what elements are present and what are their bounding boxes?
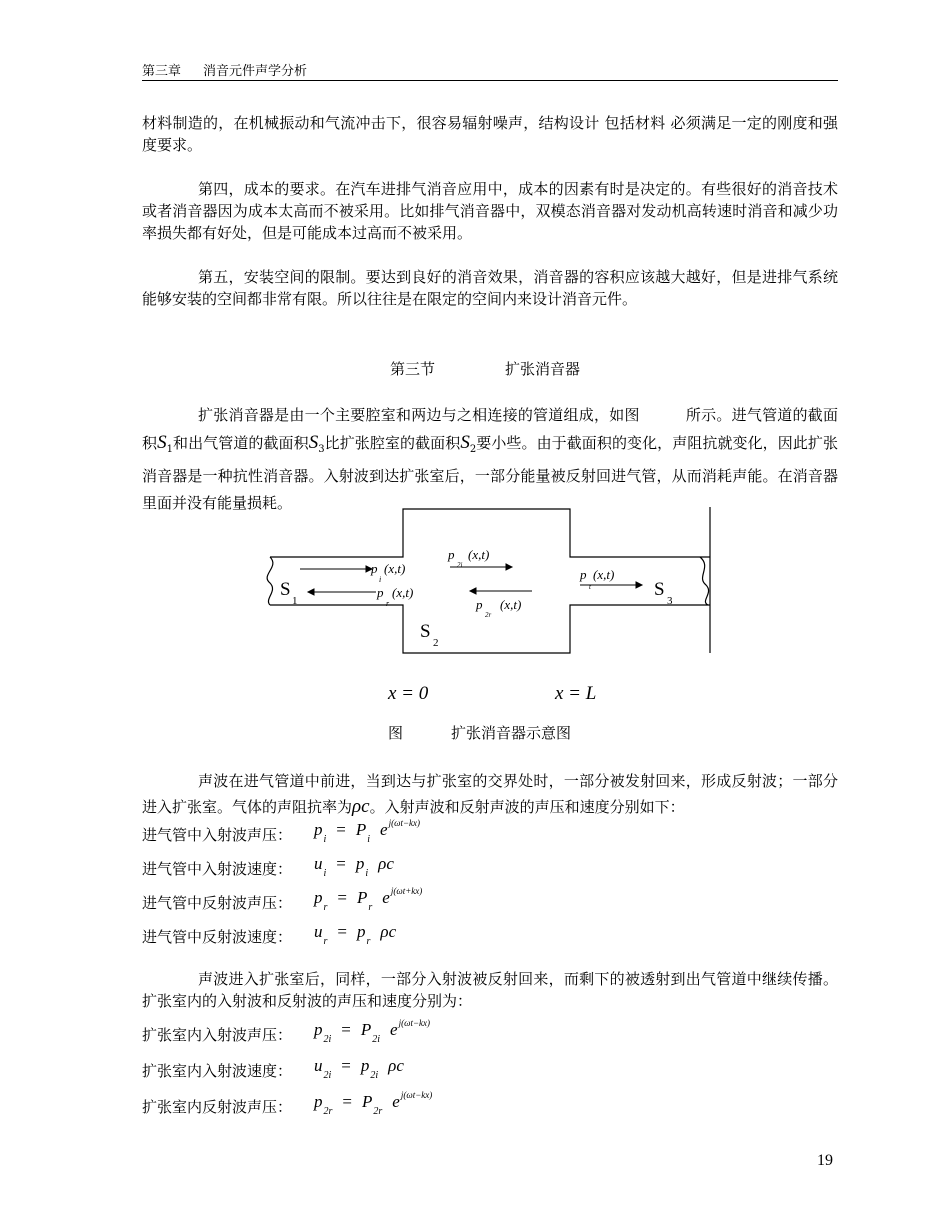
figure-caption-prefix: 图 [388, 724, 404, 742]
running-header [142, 60, 329, 79]
equation-exponent: j(ωt−kx) [400, 1090, 433, 1100]
equation-lhs: p [314, 1092, 323, 1111]
equation-rhs: P [355, 820, 367, 839]
equation-lhs-sub: i [323, 834, 327, 845]
symbol-s2-sub: 2 [469, 444, 477, 455]
figure-caption-text: 扩张消音器示意图 [451, 724, 572, 742]
equation-op: = [337, 888, 347, 907]
equation-lhs: u [314, 1056, 323, 1075]
label-s2: S [420, 621, 431, 642]
equation-row [142, 1018, 642, 1048]
header-chapter-title: 消音元件声学分析 [203, 64, 308, 79]
paragraph-space: 第五，安装空间的限制。要达到良好的消音效果，消音器的容积应该越大越好，但是进排气系统能够安装的空间都非常有限。所以往往是在限定的空间内来设计消音元件。 [142, 268, 838, 308]
equation-op: = [336, 854, 346, 873]
equation-label: 进气管中反射波速度： [142, 928, 293, 946]
muffler-outline [267, 507, 710, 653]
equation-rhs-sub: i [365, 868, 369, 879]
equation-rhs-sub: 2i [372, 1034, 381, 1045]
equation-label: 扩张室内入射波速度： [142, 1062, 293, 1080]
equation-rhs: P [360, 1020, 372, 1039]
equation-row [142, 1054, 642, 1084]
intro-text-3: 和出气管道的截面积 [172, 434, 309, 452]
arrow-transmitted-head [636, 582, 642, 588]
equation-lhs: u [314, 922, 323, 941]
equation [314, 818, 420, 845]
equation-tail: ρc [388, 1056, 404, 1075]
arrow-reflected-head [308, 589, 314, 595]
equation-lhs-sub: 2i [323, 1070, 332, 1081]
figure-caption [388, 722, 571, 743]
label-pr-sub: r [386, 599, 390, 608]
label-p2i-args: (x,t) [468, 547, 490, 562]
equation-tail: e [392, 1092, 400, 1111]
equation [314, 1018, 430, 1045]
equation-rhs-sub: 2i [370, 1070, 379, 1081]
equation-lhs: u [314, 854, 323, 873]
equation [314, 1054, 405, 1081]
symbol-s1-sub: 1 [166, 444, 173, 455]
label-pt: p [580, 567, 587, 582]
equation-label: 进气管中入射波声压： [142, 826, 293, 844]
intro-text-1: 扩张消音器是由一个主要腔室和两边与之相连接的管道组成，如图 [198, 406, 640, 424]
label-p2r-args: (x,t) [500, 597, 522, 612]
symbol-s2: S [460, 432, 470, 453]
equation-tail: ρc [378, 854, 394, 873]
paragraph-intro [142, 402, 838, 517]
equation-rhs-sub: i [367, 834, 371, 845]
equation-lhs-sub: r [323, 936, 328, 947]
equation-row [142, 818, 642, 848]
symbol-s3-sub: 3 [318, 444, 325, 455]
label-p2r: p [476, 597, 483, 612]
equation-tail: ρc [380, 922, 397, 941]
paragraph-cost: 第四，成本的要求。在汽车进排气消音应用中，成本的因素有时是决定的。有些很好的消音技术或者消音器因为成本太高而不被采用。比如排气消音器中，双模态消音器对发动机高转速时消音和减少功率损失都有好处，但是可能成本过高而不被采用。 [142, 180, 838, 242]
equation-exponent: j(ωt−kx) [398, 1018, 431, 1028]
equation-lhs: p [314, 820, 323, 839]
label-pi: p [371, 561, 378, 576]
label-s1: S [280, 579, 291, 600]
equation-row [142, 852, 642, 882]
section-heading [390, 358, 580, 379]
equation-rhs: p [357, 922, 366, 941]
equation-tail: e [382, 888, 390, 907]
equation-op: = [336, 820, 346, 839]
chamber-outline [270, 509, 710, 557]
equation-lhs-sub: 2i [323, 1034, 332, 1045]
equation [314, 852, 395, 879]
page-number: 19 [817, 1152, 833, 1169]
label-x-length: x = L [555, 683, 597, 704]
expansion-muffler-diagram [260, 505, 720, 655]
header-rule [142, 80, 838, 81]
equation-op: = [337, 922, 347, 941]
label-x-zero: x = 0 [388, 683, 429, 704]
paragraph-chamber-waves: 声波进入扩张室后，同样，一部分入射波被反射回来，而剩下的被透射到出气管道中继续传播。扩张室内的入射波和反射波的声压和速度分别为： [142, 970, 838, 1010]
arrow-chamber-incident-head [506, 564, 512, 570]
label-pt-sub: t [589, 583, 591, 591]
paragraph-inlet-waves [142, 768, 838, 820]
intro-text-2: 所示。进气管道的截面积 [142, 406, 838, 452]
label-p2r-sub: 2r [485, 611, 492, 619]
label-pr-args: (x,t) [392, 585, 414, 600]
equation-op: = [341, 1056, 351, 1075]
equation [314, 886, 422, 913]
label-p2i-sub: 2i [457, 561, 463, 569]
outlet-cut-edge [700, 557, 709, 605]
arrow-chamber-reflected-head [470, 588, 476, 594]
inlet-text-1: 声波在进气管道中前进，当到达与扩张室的交界处时，一部分被发射回来，形成反射波；一部分进入扩张室。气体的声阻抗率为 [142, 772, 838, 816]
label-pi-args: (x,t) [384, 561, 406, 576]
inlet-cut-edge [267, 557, 273, 605]
intro-text-4: 比扩张腔室的截面积 [324, 434, 461, 452]
intro-text-5: 要小些。由于截面积的变化，声阻抗就变化，因此扩张消音器是一种抗性消音器。入射波到达扩张室后，一部分能量被反射回进气管，从而消耗声能。在消音器里面并没有能量损耗。 [142, 434, 838, 512]
symbol-s1: S [157, 432, 167, 453]
label-s2-sub: 2 [433, 637, 439, 649]
equation-lhs: p [314, 888, 323, 907]
equation-op: = [342, 1092, 352, 1111]
equation [314, 920, 397, 947]
section-number: 第三节 [390, 360, 436, 378]
header-chapter: 第三章 [142, 64, 182, 79]
label-s1-sub: 1 [292, 595, 298, 607]
equation-label: 扩张室内反射波声压： [142, 1098, 293, 1116]
label-p2i: p [448, 547, 455, 562]
symbol-s3: S [308, 432, 319, 453]
label-pi-sub: i [379, 575, 382, 584]
equation-label: 扩张室内入射波声压： [142, 1026, 293, 1044]
label-pr: p [377, 585, 384, 600]
inlet-text-2: 。入射声波和反射声波的声压和速度分别如下： [369, 798, 685, 816]
paragraph-material: 材料制造的，在机械振动和气流冲击下，很容易辐射噪声，结构设计 包括材料 必须满足一定的刚度和强度要求。 [142, 114, 838, 154]
equation-rhs: p [355, 854, 365, 873]
equation-row [142, 920, 642, 950]
label-pt-args: (x,t) [593, 567, 615, 582]
equation-rhs: P [357, 888, 368, 907]
label-s3: S [654, 579, 665, 600]
equation-op: = [341, 1020, 351, 1039]
equation-row [142, 1090, 642, 1120]
equation-rhs: p [360, 1056, 370, 1075]
equation-rhs-sub: 2r [373, 1106, 383, 1117]
label-s3-sub: 3 [667, 595, 673, 607]
equation-exponent: j(ωt−kx) [388, 818, 421, 828]
equation-rhs-sub: r [366, 936, 371, 947]
equation [314, 1090, 432, 1117]
equation-tail: e [380, 820, 388, 839]
section-title: 扩张消音器 [505, 360, 581, 378]
equation-label: 进气管中反射波声压： [142, 894, 293, 912]
equation-exponent: j(ωt+kx) [390, 886, 423, 896]
symbol-rho-c: ρc [352, 796, 370, 817]
equation-label: 进气管中入射波速度： [142, 860, 293, 878]
equation-lhs-sub: i [323, 868, 327, 879]
equation-lhs: p [314, 1020, 323, 1039]
equation-rhs-sub: r [368, 902, 373, 913]
equation-lhs-sub: r [323, 902, 328, 913]
equation-lhs-sub: 2r [323, 1106, 333, 1117]
equation-row [142, 886, 642, 916]
equation-rhs: P [362, 1092, 373, 1111]
equation-tail: e [390, 1020, 398, 1039]
